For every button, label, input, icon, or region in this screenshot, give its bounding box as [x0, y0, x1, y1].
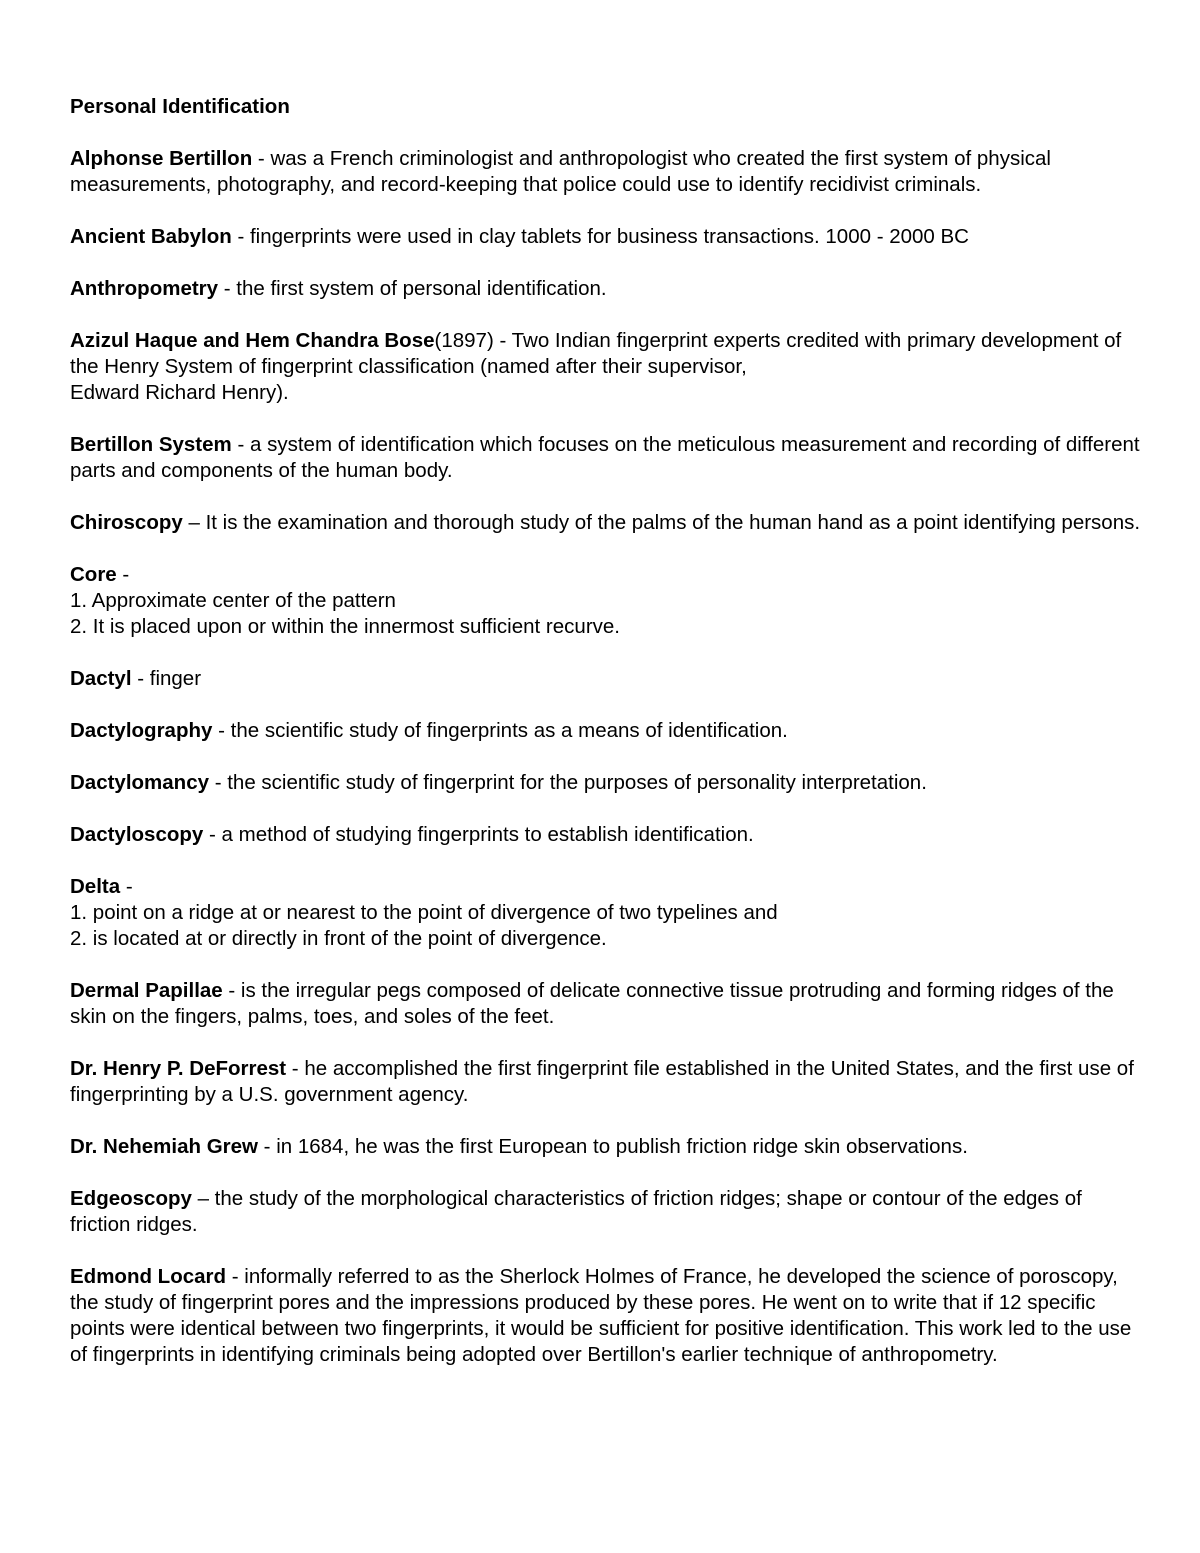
entry-term: Bertillon System: [70, 433, 232, 456]
entry-term: Dr. Henry P. DeForrest: [70, 1057, 287, 1080]
entry-dactyl: [70, 666, 1145, 692]
entry-dermal-papillae: [70, 978, 1145, 1030]
entry-anthropometry: [70, 276, 1145, 302]
entry-term: Core: [70, 563, 117, 586]
entry-core: [70, 562, 1145, 640]
entry-alphonse-bertillon: [70, 146, 1145, 198]
entry-definition: - informally referred to as the Sherlock Holmes of France, he developed the science of poroscopy, the study of fingerprint pores and the impressions produced by these pores. He went on to write that if 12 specific points were identical between two fingerprints, it would be sufficient for positive identification. This work led to the use of fingerprints in identifying criminals being adopted over Bertillon's earlier technique of anthropometry.: [70, 1265, 1132, 1366]
entry-haque-bose: [70, 328, 1145, 406]
entry-term: Dermal Papillae: [70, 979, 223, 1002]
list-item: 1. point on a ridge at or nearest to the point of divergence of two typelines and: [70, 901, 778, 924]
entry-term: Dr. Nehemiah Grew: [70, 1135, 258, 1158]
list-item: 2. It is placed upon or within the innermost sufficient recurve.: [70, 615, 620, 638]
entry-definition: - he accomplished the first fingerprint file established in the United States, and the first use of fingerprinting by a U.S. government agency.: [70, 1057, 1134, 1106]
entry-term: Dactylomancy: [70, 771, 210, 794]
entry-definition: - a method of studying fingerprints to establish identification.: [203, 823, 754, 846]
entry-definition: - the scientific study of fingerprint for the purposes of personality interpretation.: [209, 771, 927, 794]
entry-definition: - the first system of personal identification.: [218, 277, 607, 300]
entry-definition: – It is the examination and thorough study of the palms of the human hand as a point identifying persons.: [182, 511, 1141, 534]
entry-edmond-locard: [70, 1264, 1145, 1368]
entry-term: Ancient Babylon: [70, 225, 232, 248]
entry-dactylography: [70, 718, 1145, 744]
entry-term: Dactyl: [70, 667, 132, 690]
entry-ancient-babylon: [70, 224, 1145, 250]
entry-term: Delta: [70, 875, 121, 898]
entry-bertillon-system: [70, 432, 1145, 484]
entry-henry-deforrest: [70, 1056, 1145, 1108]
document-page: [70, 94, 1145, 1394]
entry-delta: [70, 874, 1145, 952]
entry-definition: (1897) - Two Indian fingerprint experts credited with primary development of the Henry System of fingerprint classification (named after their supervisor,: [70, 329, 1122, 378]
entry-definition: -: [120, 875, 133, 898]
entry-definition: - is the irregular pegs composed of delicate connective tissue protruding and forming ridges of the skin on the fingers, palms, toes, and soles of the feet.: [70, 979, 1114, 1028]
entry-definition: - finger: [131, 667, 202, 690]
page-title: Personal Identification: [70, 95, 290, 118]
entry-chiroscopy: [70, 510, 1145, 536]
entry-dactyloscopy: [70, 822, 1145, 848]
entry-edgeoscopy: [70, 1186, 1145, 1238]
entry-definition: - the scientific study of fingerprints as a means of identification.: [212, 719, 788, 742]
entry-definition: - fingerprints were used in clay tablets for business transactions. 1000 - 2000 BC: [231, 225, 969, 248]
entry-term: Edmond Locard: [70, 1265, 227, 1288]
entry-term: Anthropometry: [70, 277, 219, 300]
entry-term: Chiroscopy: [70, 511, 183, 534]
entry-term: Alphonse Bertillon: [70, 147, 253, 170]
entry-dactylomancy: [70, 770, 1145, 796]
entry-definition: - a system of identification which focuses on the meticulous measurement and recording of different parts and components of the human body.: [70, 433, 1140, 482]
entry-definition: - in 1684, he was the first European to publish friction ridge skin observations.: [257, 1135, 968, 1158]
entry-definition-continued: Edward Richard Henry).: [70, 381, 289, 404]
entry-definition: – the study of the morphological characteristics of friction ridges; shape or contour of the edges of friction ridges.: [70, 1187, 1082, 1236]
entry-term: Dactylography: [70, 719, 213, 742]
entry-term: Dactyloscopy: [70, 823, 204, 846]
list-item: 1. Approximate center of the pattern: [70, 589, 396, 612]
entry-term: Edgeoscopy: [70, 1187, 192, 1210]
entry-definition: -: [116, 563, 130, 586]
entry-nehemiah-grew: [70, 1134, 1145, 1160]
entry-definition: - was a French criminologist and anthropologist who created the first system of physical measurements, photography, and record-keeping that police could use to identify recidivist criminals.: [70, 147, 1051, 196]
list-item: 2. is located at or directly in front of the point of divergence.: [70, 927, 607, 950]
entry-term: Azizul Haque and Hem Chandra Bose: [70, 329, 435, 352]
